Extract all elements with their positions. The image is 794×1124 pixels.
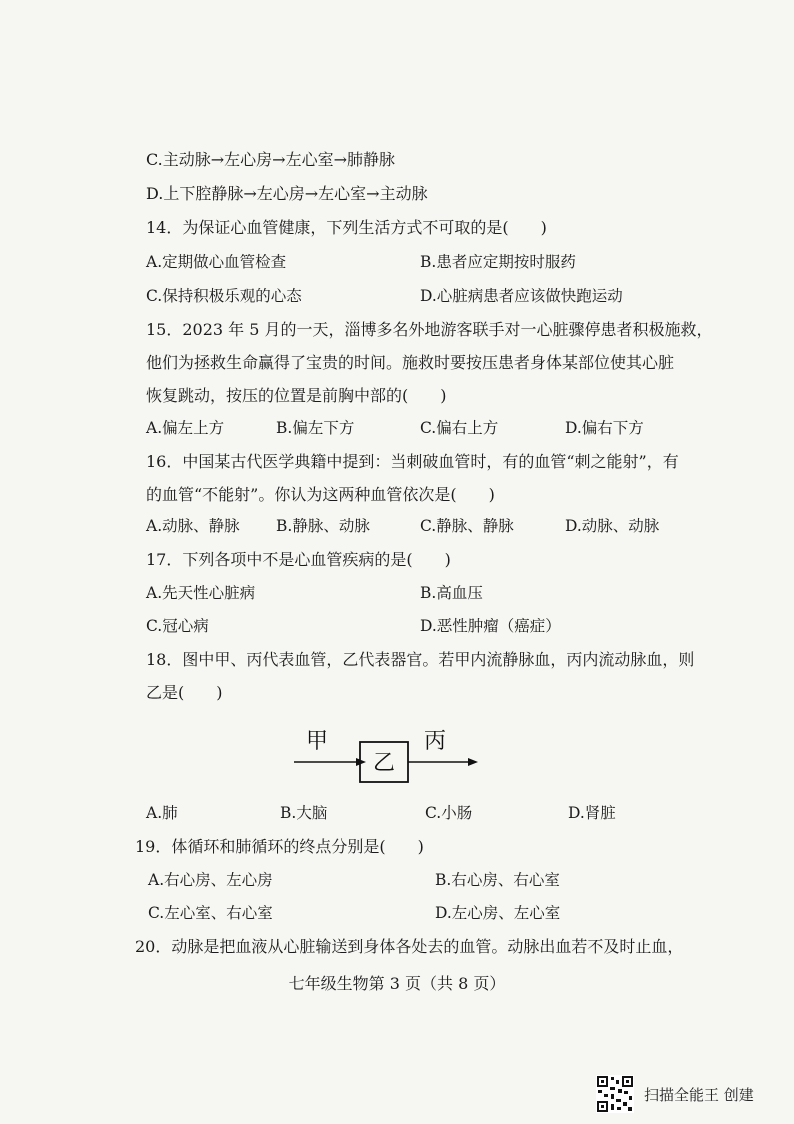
scanner-label: 扫描全能王 创建 xyxy=(644,1085,754,1104)
q16-option-a: A.动脉、静脉 xyxy=(146,517,240,535)
q19-stem: 19．体循环和肺循环的终点分别是( ) xyxy=(135,837,424,856)
qr-code-icon xyxy=(596,1075,634,1113)
q17-option-b: B.高血压 xyxy=(420,584,483,602)
diagram-label-jia: 甲 xyxy=(306,729,329,754)
q15-option-b: B.偏左下方 xyxy=(276,419,355,437)
scanner-watermark xyxy=(596,1074,754,1114)
q20-stem: 20．动脉是把血液从心脏输送到身体各处去的血管。动脉出血若不及时止血， xyxy=(135,937,684,956)
diagram-arrow-out-head xyxy=(468,758,478,766)
q13-option-d: D.上下腔静脉→左心房→左心室→主动脉 xyxy=(146,184,428,203)
q17-option-a: A.先天性心脏病 xyxy=(146,584,256,602)
q18-option-d: D.肾脏 xyxy=(568,804,616,822)
q13-option-c: C.主动脉→左心房→左心室→肺静脉 xyxy=(146,150,395,169)
q18-option-c: C.小肠 xyxy=(425,804,473,822)
q19-option-b: B.右心房、右心室 xyxy=(435,871,560,889)
q19-option-d: D.左心房、左心室 xyxy=(435,904,561,922)
diagram-label-yi: 乙 xyxy=(373,751,396,776)
q15-option-a: A.偏左上方 xyxy=(146,419,225,437)
diagram-label-bing: 丙 xyxy=(424,729,447,754)
q15-stem-line-2: 他们为拯救生命赢得了宝贵的时间。施救时要按压患者身体某部位使其心脏 xyxy=(146,353,675,372)
q15-stem-line-1: 15．2023 年 5 月的一天，淄博多名外地游客联手对一心脏骤停患者积极施救， xyxy=(146,320,713,339)
q18-option-a: A.肺 xyxy=(146,804,178,822)
q14-option-c: C.保持积极乐观的心态 xyxy=(146,287,302,305)
q16-option-c: C.静脉、静脉 xyxy=(420,517,514,535)
q16-option-d: D.动脉、动脉 xyxy=(565,517,660,535)
q19-option-a: A.右心房、左心房 xyxy=(148,871,273,889)
q18-stem-line-2: 乙是( ) xyxy=(146,683,223,702)
q14-stem: 14．为保证心血管健康，下列生活方式不可取的是( ) xyxy=(146,218,547,237)
q14-option-a: A.定期做心血管检查 xyxy=(146,253,287,271)
q18-flow-diagram xyxy=(290,722,490,786)
q16-option-b: B.静脉、动脉 xyxy=(276,517,370,535)
page-footer: 七年级生物第 3 页（共 8 页） xyxy=(288,974,506,993)
q15-option-d: D.偏右下方 xyxy=(565,419,644,437)
q19-option-c: C.左心室、右心室 xyxy=(148,904,273,922)
q17-option-d: D.恶性肿瘤（癌症） xyxy=(420,617,561,635)
q14-option-d: D.心脏病患者应该做快跑运动 xyxy=(420,287,623,305)
q16-stem-line-2: 的血管“不能射”。你认为这两种血管依次是( ) xyxy=(146,485,495,504)
q15-stem-line-3: 恢复跳动，按压的位置是前胸中部的( ) xyxy=(146,386,447,405)
q17-option-c: C.冠心病 xyxy=(146,617,209,635)
q17-stem: 17．下列各项中不是心血管疾病的是( ) xyxy=(146,550,451,569)
q18-option-b: B.大脑 xyxy=(280,804,328,822)
q14-option-b: B.患者应定期按时服药 xyxy=(420,253,576,271)
q15-option-c: C.偏右上方 xyxy=(420,419,499,437)
diagram-arrow-in-head xyxy=(356,758,366,766)
q16-stem-line-1: 16．中国某古代医学典籍中提到：当刺破血管时，有的血管“刺之能射”，有 xyxy=(146,452,679,471)
q18-stem-line-1: 18．图中甲、丙代表血管，乙代表器官。若甲内流静脉血，丙内流动脉血，则 xyxy=(146,650,695,669)
